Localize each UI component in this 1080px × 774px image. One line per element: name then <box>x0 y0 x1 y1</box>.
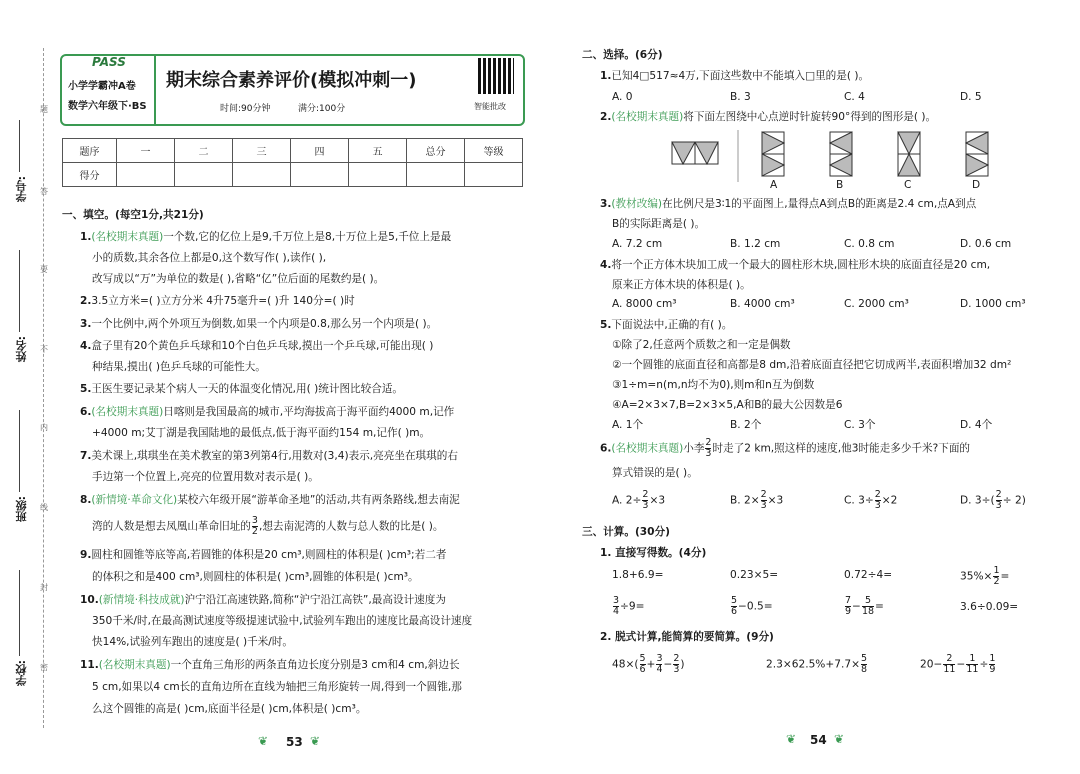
calc-item: 0.72÷4= <box>844 569 893 581</box>
q-text: 3.5立方米=( )立方分米 4升75毫升=( )升 140分=( )时 <box>91 295 355 307</box>
rotation-figures <box>670 130 1000 182</box>
q-text: ①除了2,任意两个质数之和一定是偶数 <box>612 339 791 351</box>
calc-item: 0.23×5= <box>730 569 779 581</box>
plant-icon: ❦ <box>786 732 797 746</box>
fraction-den: 3 <box>705 448 712 459</box>
q-text: ②一个圆锥的底面直径和高都是8 dm,沿着底面直径把它切成两半,表面积增加32 dm² <box>612 359 1012 371</box>
score-input[interactable] <box>349 163 407 187</box>
page-number: 53 <box>286 735 303 749</box>
option-label: D. 3÷ <box>960 494 991 507</box>
q-tag: (新情境·革命文化) <box>91 494 178 506</box>
score-cell: 总分 <box>407 139 465 163</box>
q-text: 一个直角三角形的两条直角边长度分别是3 cm和4 cm,斜边长 <box>170 659 460 671</box>
q-text: 么这个圆锥的高是( )cm,底面半径是( )cm,体积是( )cm³。 <box>92 703 367 715</box>
q-text: +4000 m;艾丁湖是我国陆地的最低点,低于海平面约154 m,记作( )m。 <box>92 427 431 439</box>
seal-char: 线 <box>40 503 48 512</box>
option-a-figure[interactable] <box>762 132 784 176</box>
q-num: 1. <box>600 70 612 82</box>
q-text: ④A=2×3×7,B=2×3×5,A和B的最大公因数是6 <box>612 399 843 411</box>
q-text: 沪宁沿江高速铁路,简称“沪宁沿江高铁”,最高设计速度为 <box>184 594 446 606</box>
section-title: 二、选择。(6分) <box>582 49 663 61</box>
q-text: 手边第一个位置上,亮亮的位置用数对表示是( )。 <box>92 471 319 483</box>
q-text: 原来正方体木块的体积是( )。 <box>612 279 751 291</box>
option[interactable]: B. 2个 <box>730 419 762 431</box>
option[interactable]: A. 8000 cm³ <box>612 298 677 310</box>
option[interactable]: C. 2000 cm³ <box>844 298 909 310</box>
class-label: 班级: <box>15 496 28 523</box>
calc-item: 1.8+6.9= <box>612 569 664 581</box>
option[interactable]: D. 3÷( $\frac{2}{3}$ ÷ 2) <box>960 489 1026 511</box>
plant-icon: ❦ <box>258 734 269 748</box>
option[interactable]: B. 3 <box>730 91 751 103</box>
q-text: 一个数,它的亿位上是9,千万位上是8,十万位上是5,千位上是最 <box>163 231 452 243</box>
seal-char: 题 <box>40 105 48 114</box>
option[interactable]: B <box>836 179 844 191</box>
score-cell: 二 <box>175 139 233 163</box>
option-c-figure[interactable] <box>898 132 920 176</box>
q-text: 湾的人数是想去凤凰山革命旧址的 <box>92 520 251 533</box>
q-num: 10. <box>80 594 99 606</box>
q-tag: (新情境·科技成就) <box>98 594 185 606</box>
calc-item: −0.5= <box>738 600 773 613</box>
q-text: 盒子里有20个黄色乒乓球和10个白色乒乓球,摸出一个乒乓球,可能出现( ) <box>91 340 434 352</box>
q-text: 在比例尺是3∶1的平面图上,量得点A到点B的距离是2.4 cm,点A到点 <box>662 198 977 210</box>
original-figure <box>672 142 718 164</box>
q-num: 4. <box>80 340 92 352</box>
q-num: 8. <box>80 494 92 506</box>
seal-char: 内 <box>40 423 48 432</box>
q-text: 王医生要记录某个病人一天的体温变化情况,用( )统计图比较合适。 <box>91 383 404 395</box>
score-cell: 三 <box>233 139 291 163</box>
option-d-figure[interactable] <box>966 132 988 176</box>
q-text: 一个比例中,两个外项互为倒数,如果一个内项是0.8,那么另一个内项是( )。 <box>91 318 438 330</box>
seal-char: 不 <box>40 345 48 354</box>
page-number: 54 <box>810 733 827 747</box>
q-num: 6. <box>80 406 92 418</box>
seal-char: 密 <box>40 663 48 672</box>
q-text: 圆柱和圆锥等底等高,若圆锥的体积是20 cm³,则圆柱的体积是( )cm³;若二者 <box>91 549 447 561</box>
expr-1: 48×( $\frac{5}{6}$ + $\frac{3}{4}$ − $\frac{2}{3}$ ) <box>612 653 685 675</box>
score-table <box>62 138 523 187</box>
q-text: 5 cm,如果以4 cm长的直角边所在直线为轴把三角形旋转一周,得到一个圆锥,那 <box>92 681 462 693</box>
section-title: 一、填空。(每空1分,共21分) <box>62 209 204 221</box>
q-text: 将一个正方体木块加工成一个最大的圆柱形木块,圆柱形木块的底面直径是20 cm, <box>611 259 991 271</box>
option-label: B. 2× <box>730 494 760 507</box>
fraction-num: 2 <box>705 437 712 448</box>
plant-icon: ❦ <box>834 732 845 746</box>
q-tag: (名校期末真题) <box>611 111 684 123</box>
score-cell: 题序 <box>63 139 117 163</box>
q-text: 小李 <box>683 442 705 455</box>
calc-item: 3.6÷0.09= <box>960 601 1019 613</box>
option[interactable]: A. 7.2 cm <box>612 238 663 250</box>
q-text: 改写成以“万”为单位的数是( ),省略“亿”位后面的尾数约是( )。 <box>92 273 385 285</box>
q-num: 1. <box>80 231 92 243</box>
q-text: 美术课上,琪琪坐在美术教室的第3列第4行,用数对(3,4)表示,亮亮坐在琪琪的右 <box>91 450 458 462</box>
option[interactable]: B. 2× $\frac{2}{3}$ ×3 <box>730 489 784 511</box>
option[interactable]: D. 4个 <box>960 419 993 431</box>
q-num: 11. <box>80 659 99 671</box>
exam-title: 期末综合素养评价(模拟冲刺一) <box>166 70 417 91</box>
score-cell: 四 <box>291 139 349 163</box>
fraction-num: 3 <box>251 515 258 526</box>
q-tag: (名校期末真题) <box>91 231 164 243</box>
option[interactable]: B. 1.2 cm <box>730 238 781 250</box>
section-title: 三、计算。(30分) <box>582 526 670 538</box>
calc-item: 35%× <box>960 570 993 583</box>
q-text: 将下面左图绕中心点逆时针旋转90°得到的图形是( )。 <box>683 111 937 123</box>
qr-code-icon[interactable] <box>478 58 514 94</box>
q-text: B的实际距离是( )。 <box>612 218 706 230</box>
fraction-den: 2 <box>251 526 258 537</box>
option-tail: ×3 <box>649 494 666 507</box>
option-tail: ÷ 2 <box>1002 494 1022 507</box>
option[interactable]: D <box>972 179 981 191</box>
q-num: 3. <box>80 318 92 330</box>
exam-time: 时间:90分钟 <box>220 104 271 114</box>
option[interactable]: B. 4000 cm³ <box>730 298 795 310</box>
option[interactable]: A. 2÷ $\frac{2}{3}$ ×3 <box>612 489 666 511</box>
option[interactable]: D. 5 <box>960 91 982 103</box>
seal-char: 封 <box>40 583 48 592</box>
q-num: 9. <box>80 549 92 561</box>
name-label: 姓名: <box>15 336 28 363</box>
q-num: 5. <box>600 319 612 331</box>
q-num: 6. <box>600 442 612 455</box>
score-cell: 等级 <box>465 139 523 163</box>
q-text: 时走了2 km,照这样的速度,他3时能走多少千米?下面的 <box>712 442 971 455</box>
q-text: 某校六年级开展“游革命圣地”的活动,共有两条路线,想去南泥 <box>177 494 460 506</box>
option-b-figure[interactable] <box>830 132 852 176</box>
q-text: 下面说法中,正确的有( )。 <box>611 319 733 331</box>
option[interactable]: A <box>770 179 778 191</box>
score-input[interactable] <box>233 163 291 187</box>
student-no-label: 学号: <box>15 176 28 203</box>
option[interactable]: C. 3÷ $\frac{2}{3}$ ×2 <box>844 489 898 511</box>
q-tag: (名校期末真题) <box>611 442 684 455</box>
option[interactable]: C. 3个 <box>844 419 876 431</box>
q-num: 5. <box>80 383 92 395</box>
option[interactable]: D. 1000 cm³ <box>960 298 1026 310</box>
score-cell: 一 <box>117 139 175 163</box>
q-text: 350千米/时,在最高测试速度等级提速试验中,试验列车跑出的速度比最高设计速度 <box>92 615 473 627</box>
option[interactable]: C. 4 <box>844 91 865 103</box>
q-num: 7. <box>80 450 92 462</box>
exam-header <box>60 54 525 126</box>
score-cell: 得分 <box>63 163 117 187</box>
score-cell: 五 <box>349 139 407 163</box>
q-tag: (名校期末真题) <box>98 659 171 671</box>
grade-label: 数学六年级下·BS <box>68 101 147 112</box>
q-text: 种结果,摸出( )色乒乓球的可能性大。 <box>92 361 266 373</box>
option[interactable]: D. 0.6 cm <box>960 238 1012 250</box>
score-input[interactable] <box>465 163 523 187</box>
subsection-title: 1. 直接写得数。(4分) <box>600 547 707 559</box>
option[interactable]: A. 1个 <box>612 419 644 431</box>
q-text: 已知4□517≈4万,下面这些数中不能填入□里的是( )。 <box>611 70 870 82</box>
score-input[interactable] <box>175 163 233 187</box>
q-text: 日喀则是我国最高的城市,平均海拔高于海平面约4000 m,记作 <box>163 406 455 418</box>
score-input[interactable] <box>291 163 349 187</box>
pass-logo: PASS <box>92 55 126 69</box>
q-num: 3. <box>600 198 612 210</box>
score-input[interactable] <box>407 163 465 187</box>
q-num: 4. <box>600 259 612 271</box>
exam-score: 满分:100分 <box>298 104 346 114</box>
plant-icon: ❦ <box>310 734 321 748</box>
q-text: 快14%,试验列车跑出的速度是( )千米/时。 <box>92 636 294 648</box>
q-text: 小的质数,其余各位上都是0,这个数写作( ),读作( ), <box>92 252 327 264</box>
series-name: 小学学霸冲A卷 <box>68 81 136 92</box>
qr-label: 智能批改 <box>474 102 506 111</box>
q-num: 2. <box>600 111 612 123</box>
binding-line <box>43 48 44 728</box>
q-text: ③1÷m=n(m,n均不为0),则m和n互为倒数 <box>612 379 815 391</box>
calc-item: ÷9= <box>620 600 645 613</box>
option-tail: ×3 <box>767 494 784 507</box>
seal-char: 答 <box>40 187 48 196</box>
right-page: 二、选择。(6分) 1.已知4□517≈4万,下面这些数中不能填入□里的是( )。 A. 0 B. 3 C. 4 D. 5 2.(名校期末真题)将下面左图绕中心点逆时针旋转90°得到的图形是( )。 A B C D 3.(教材改编)在比例尺是3∶1的平面图上,量得点A到点B的距离是2.4 cm,点A到点 B的实际距离是( )。 A. 7.2 cm B. 1.2 cm C. 0.8 cm D. 0.6 cm 4.将一个正方体木块加工成一个最大的圆柱形木块,圆柱形木块的底面直径是20 cm, 原来正方体木块的体积是( )。 A. 8000 cm³ B. 4000 cm³ C. 2000 cm³ D. 1000 cm³ 5.下面说法中,正确的有( )。 ①除了2,任意两个质数之和一定是偶数 ②一个圆锥的底面直径和高都是8 dm,沿着底面直径把它切成两半,表面积增加32 dm² ③1÷m=n(m,n均不为0),则m和n互为倒数 ④A=2×3×7,B=2×3×5,A和B的最大公因数是6 A. 1个 B. 2个 C. 3个 D. 4个 6.(名校期末真题)小李 $\frac{2}{3}$ 时走了2 km,照这样的速度,他3时能走多少千米?下面的 算式错误的是( )。 A. 2÷ $\frac{2}{3}$ ×3 B. 2× $\frac{2}{3}$ ×3 C. 3÷ $\frac{2}{3}$ ×2 D. 3÷( $\frac{2}{3}$ ÷ 2) 三、计算。(30分) 1. 直接写得数。(4分) 1.8+6.9= 0.23×5= 0.72÷4= 35%× $\frac{1}{2}$ = $\frac{3}{4}$ ÷9= $\frac{5}{6}$ −0.5= $\frac{7}{9}$ − $\frac{5}{18}$ = 3.6÷0.09= 2. 脱式计算,能简算的要简算。(9分) 48×( $\frac{5}{6}$ + $\frac{3}{4}$ − $\frac{2}{3}$ ) 2.3×62.5%+7.7× $\frac{5}{8}$ 20− $\frac{2}{11}$ − $\frac{1}{11}$ ÷ $\frac{1}{9}$ ❦ 54 ❦ <box>540 0 1080 774</box>
expr-2: 2.3×62.5%+7.7× $\frac{5}{8}$ <box>766 653 868 675</box>
score-input[interactable] <box>117 163 175 187</box>
option-label: A. 2÷ <box>612 494 642 507</box>
q-num: 2. <box>80 295 92 307</box>
option-label: C. 3÷ <box>844 494 874 507</box>
option-tail: ×2 <box>881 494 898 507</box>
option[interactable]: C. 0.8 cm <box>844 238 895 250</box>
q-text: 算式错误的是( )。 <box>612 467 698 479</box>
expr-3: 20− $\frac{2}{11}$ − $\frac{1}{11}$ ÷ $\frac{1}{9}$ <box>920 653 996 675</box>
option[interactable]: A. 0 <box>612 91 633 103</box>
q-text: ,想去南泥湾的人数与总人数的比是( )。 <box>258 520 444 533</box>
q-tag: (名校期末真题) <box>91 406 164 418</box>
school-label: 学校: <box>15 660 28 687</box>
subsection-title: 2. 脱式计算,能简算的要简算。(9分) <box>600 631 774 643</box>
q-text: 的体积之和是400 cm³,则圆柱的体积是( )cm³,圆锥的体积是( )cm³。 <box>92 571 419 583</box>
seal-char: 要 <box>40 265 48 274</box>
q-tag: (教材改编) <box>611 198 663 210</box>
option[interactable]: C <box>904 179 912 191</box>
